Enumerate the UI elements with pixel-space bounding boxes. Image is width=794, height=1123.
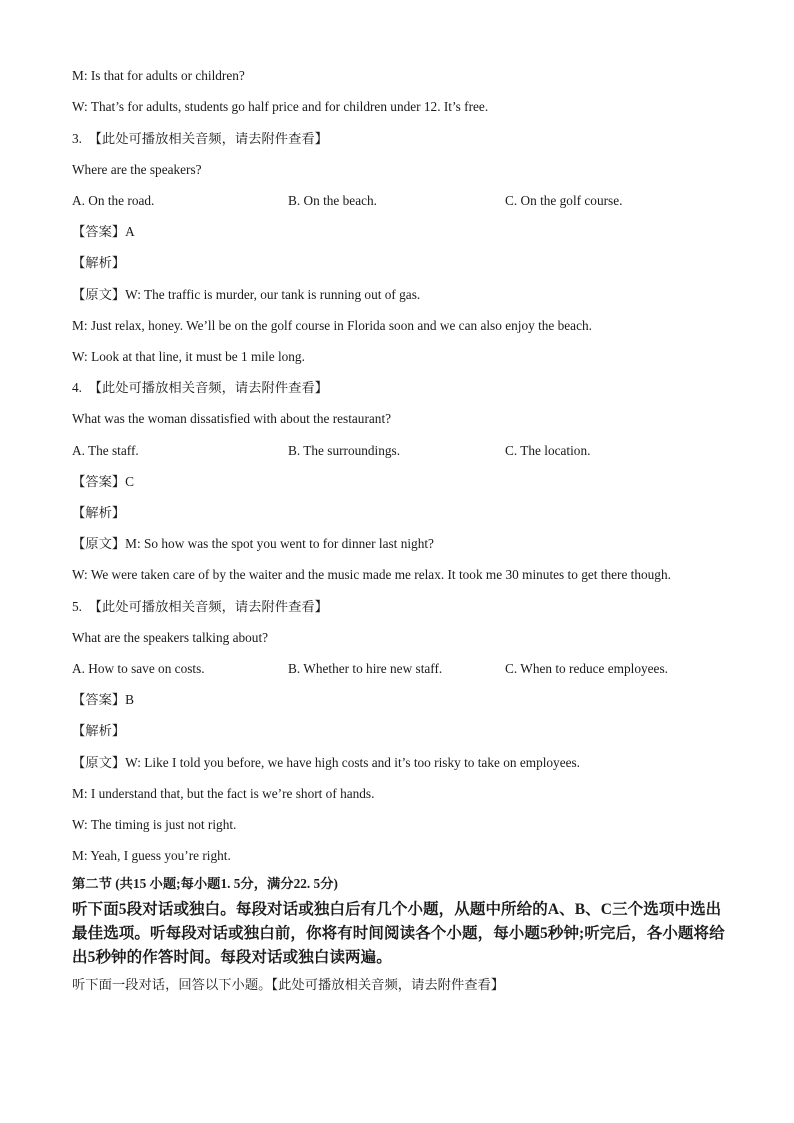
option-a: A. On the road.: [72, 193, 155, 208]
section-2-title: 第二节 (共15 小题;每小题1. 5分，满分22. 5分): [72, 876, 338, 891]
question-4-heading: 4. 【此处可播放相关音频，请去附件查看】: [72, 380, 328, 395]
option-c: C. The location.: [505, 443, 591, 458]
section-2-instructions: 听下面5段对话或独白。每段对话或独白后有几个小题，从题中所给的A、B、C三个选项中选出最佳选项。听每段对话或独白前，你将有时间阅读各个小题，每小题5秒钟;听完后，各小题将给出5秒钟的作答时间。每段对话或独白读两遍。: [72, 901, 725, 966]
option-c: C. When to reduce employees.: [505, 661, 668, 676]
option-a: A. How to save on costs.: [72, 661, 205, 676]
question-3-text: Where are the speakers?: [72, 162, 202, 177]
transcript-line: W: We were taken care of by the waiter and the music made me relax. It took me 30 minutes to get there though.: [72, 567, 671, 582]
question-3-heading: 3. 【此处可播放相关音频，请去附件查看】: [72, 131, 328, 146]
transcript-line: M: Yeah, I guess you’re right.: [72, 848, 231, 863]
option-b: B. The surroundings.: [288, 443, 401, 458]
question-5-heading: 5. 【此处可播放相关音频，请去附件查看】: [72, 599, 328, 614]
question-4-analysis: 【解析】: [72, 505, 126, 520]
option-b: B. Whether to hire new staff.: [288, 661, 443, 676]
question-5-answer: 【答案】B: [72, 692, 135, 707]
dialogue-line: M: Is that for adults or children?: [72, 68, 245, 83]
transcript-line: 【原文】W: Like I told you before, we have high costs and it’s too risky to take on employees.: [72, 755, 581, 770]
transcript-line: W: Look at that line, it must be 1 mile long.: [72, 349, 305, 364]
question-3-analysis: 【解析】: [72, 255, 126, 270]
transcript-line: W: The timing is just not right.: [72, 817, 237, 832]
transcript-line: M: I understand that, but the fact is we’re short of hands.: [72, 786, 375, 801]
option-b: B. On the beach.: [288, 193, 377, 208]
transcript-line: 【原文】W: The traffic is murder, our tank is running out of gas.: [72, 287, 421, 302]
section-2-prompt: 听下面一段对话，回答以下小题。【此处可播放相关音频，请去附件查看】: [72, 977, 505, 992]
option-a: A. The staff.: [72, 443, 139, 458]
transcript-line: 【原文】M: So how was the spot you went to for dinner last night?: [72, 536, 434, 551]
question-5-text: What are the speakers talking about?: [72, 630, 269, 645]
dialogue-line: W: That’s for adults, students go half price and for children under 12. It’s free.: [72, 99, 489, 114]
question-3-answer: 【答案】A: [72, 224, 135, 239]
question-4-answer: 【答案】C: [72, 474, 135, 489]
transcript-line: M: Just relax, honey. We’ll be on the golf course in Florida soon and we can also enjoy the beach.: [72, 318, 592, 333]
question-4-text: What was the woman dissatisfied with about the restaurant?: [72, 411, 392, 426]
question-5-analysis: 【解析】: [72, 723, 126, 738]
option-c: C. On the golf course.: [505, 193, 623, 208]
